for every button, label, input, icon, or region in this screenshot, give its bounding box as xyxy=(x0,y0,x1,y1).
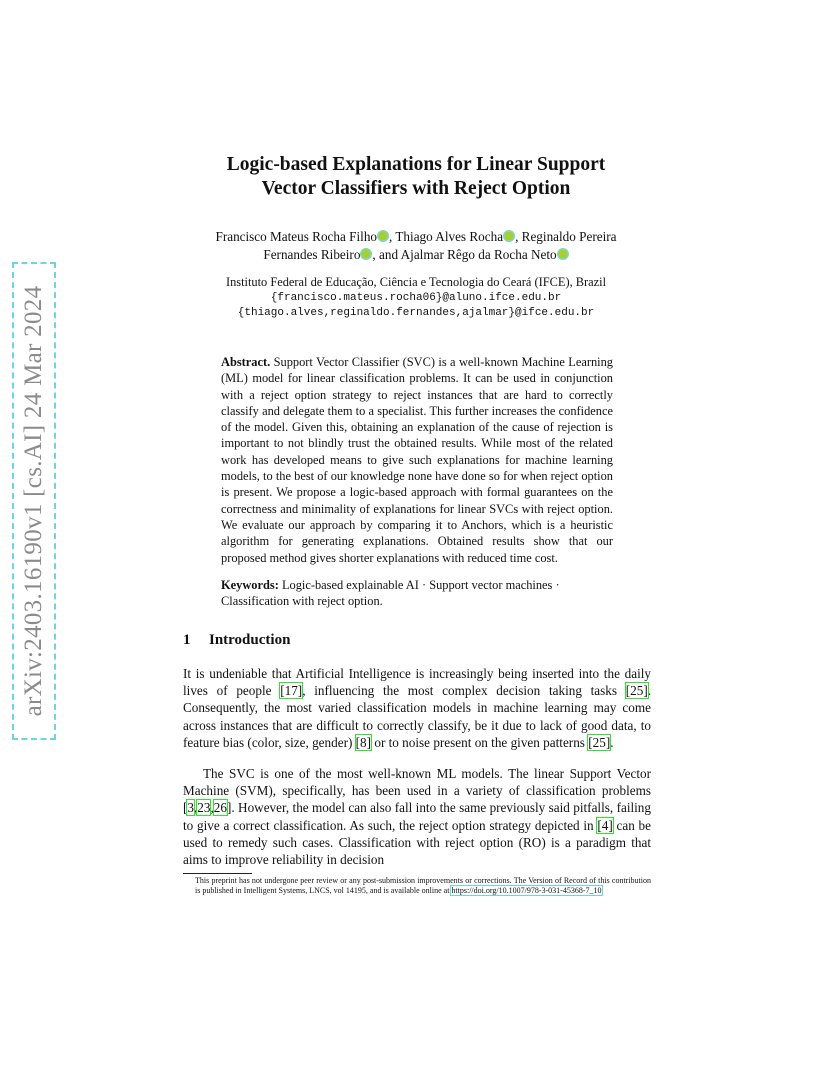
author-separator: , and xyxy=(372,247,401,262)
arxiv-identifier-link[interactable] xyxy=(12,262,56,740)
email-line-2: {thiago.alves,reginaldo.fernandes,ajalmar}@ifce.edu.br xyxy=(237,307,595,319)
citation-link[interactable]: 23 xyxy=(197,800,211,816)
author-list xyxy=(150,228,682,264)
keywords-label: Keywords: xyxy=(221,578,279,592)
abstract-text: Support Vector Classifier (SVC) is a well-known Machine Learning (ML) model for linear classification problems. It can be used in conjunction with a reject option strategy to reject instances that are hard to correctly classify and delegate them to a specialist. This further increases the confidence of the model. Given this, obtaining an explanation of the cause of rejection is important to not blindly trust the obtained results. While most of the related work has developed means to give such explanations for machine learning models, to the best of our knowledge none have done so for when reject option is present. We propose a logic-based approach with formal guarantees on the correctness and minimality of explanations for linear SVCs with reject option. We evaluate our approach by comparing it to Anchors, which is a heuristic algorithm for generating explanations. Obtained results show that our proposed method gives shorter explanations with reduced time cost. xyxy=(221,355,613,565)
footnote-rule xyxy=(183,873,252,874)
arxiv-identifier-text: arXiv:2403.16190v1 [cs.AI] 24 Mar 2024 xyxy=(20,285,47,717)
title-line-2: Vector Classifiers with Reject Option xyxy=(261,178,571,199)
citation-separator: , xyxy=(210,800,214,816)
author-separator: , xyxy=(389,229,396,244)
paragraph-text: The SVC is one of the most well-known ML models. The linear Support Vector Machine (SVM), specifically, has been used in a variety of classification problems [ xyxy=(183,766,651,816)
section-number: 1 xyxy=(183,632,191,648)
doi-link[interactable]: https://doi.org/10.1007/978-3-031-45368-7_10 xyxy=(451,885,602,895)
email-line-1: {francisco.mateus.rocha06}@aluno.ifce.edu.br xyxy=(270,291,562,304)
abstract-label: Abstract. xyxy=(221,355,271,369)
orcid-icon[interactable] xyxy=(558,249,568,259)
footnote-text: This preprint has not undergone peer review or any post-submission improvements or corrections. The Version of Record of this contribution is published in Intelligent Systems, LNCS, vol 14195, and is available online at xyxy=(195,876,651,895)
citation-separator: , xyxy=(194,800,198,816)
intro-paragraph-1 xyxy=(183,665,651,751)
author-1: Francisco Mateus Rocha Filho xyxy=(215,229,378,244)
citation-link[interactable]: [17] xyxy=(280,683,303,699)
orcid-icon[interactable] xyxy=(504,231,514,241)
citation-link[interactable]: 26 xyxy=(213,800,227,816)
paragraph-text: or to noise present on the given patterns xyxy=(371,734,589,750)
keywords xyxy=(221,577,613,610)
citation-link[interactable]: [8] xyxy=(355,734,372,750)
paper-title xyxy=(150,153,682,201)
author-2: Thiago Alves Rocha xyxy=(395,229,504,244)
affiliation xyxy=(150,275,682,322)
intro-paragraph-2 xyxy=(183,765,651,868)
orcid-icon[interactable] xyxy=(378,231,388,241)
citation-link[interactable]: [4] xyxy=(597,817,613,833)
section-heading xyxy=(183,632,290,649)
title-line-1: Logic-based Explanations for Linear Support xyxy=(226,154,606,175)
citation-link[interactable]: 3 xyxy=(187,800,194,816)
paragraph-text: . xyxy=(610,734,614,750)
author-4: Ajalmar Rêgo da Rocha Neto xyxy=(400,247,557,262)
citation-link[interactable]: [25] xyxy=(625,683,648,699)
orcid-icon[interactable] xyxy=(361,249,371,259)
paragraph-text: , influencing the most complex decision taking tasks xyxy=(302,683,626,699)
footnote xyxy=(195,876,651,895)
abstract xyxy=(221,354,613,566)
institute-name: Instituto Federal de Educação, Ciência e Tecnologia do Ceará (IFCE), Brazil xyxy=(225,275,607,289)
paragraph-text: can be used to remedy such cases. Classification with reject option (RO) is a paradigm that aims to improve reliability in decision xyxy=(183,817,652,868)
paragraph-text: . Consequently, the most varied classification models in machine learning may come across instances that are difficult to correctly classify, be it due to lack of good data, to feature bias (color, size, gender) xyxy=(183,683,652,750)
author-separator: , Reginaldo Pereira xyxy=(515,229,617,244)
section-title: Introduction xyxy=(209,632,291,648)
author-3: Fernandes Ribeiro xyxy=(263,247,361,262)
paragraph-text: ]. However, the model can also fall into the same previously said pitfalls, failing to give a correct classification. As such, the reject option strategy depicted in xyxy=(183,800,651,833)
citation-link[interactable]: [25] xyxy=(588,734,611,750)
keywords-text: Logic-based explainable AI · Support vector machines · Classification with reject option. xyxy=(221,578,560,609)
paragraph-text: It is undeniable that Artificial Intelligence is increasingly being inserted into the daily lives of people xyxy=(183,666,651,699)
